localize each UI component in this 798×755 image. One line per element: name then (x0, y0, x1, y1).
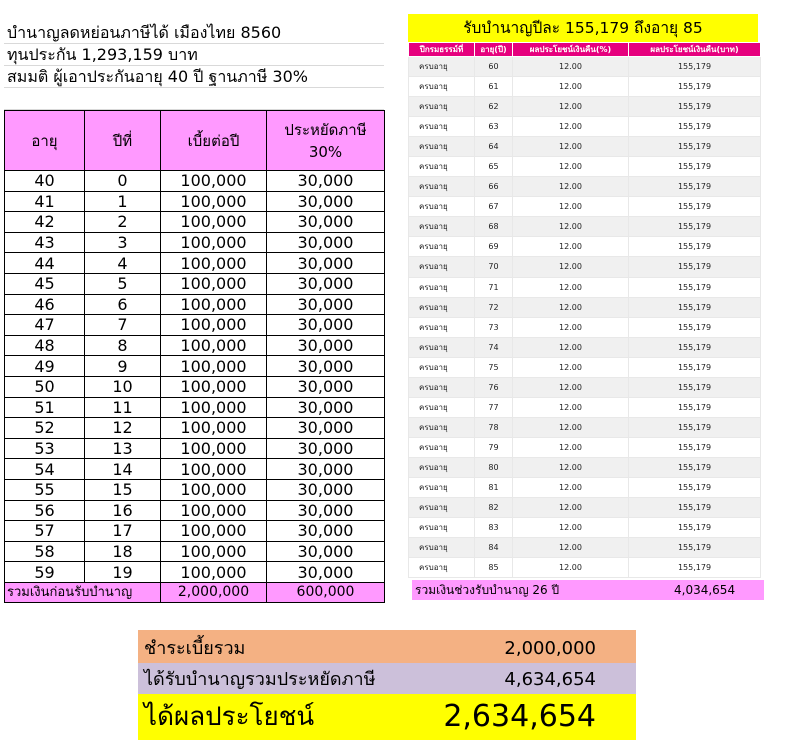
year-cell: 11 (85, 397, 161, 418)
table-row (409, 357, 761, 377)
return-baht-cell: 155,179 (629, 177, 761, 197)
tax-saving-cell: 30,000 (267, 315, 385, 336)
premium-cell: 100,000 (161, 356, 267, 377)
return-baht-cell: 155,179 (629, 317, 761, 337)
table-row (5, 397, 385, 418)
pension-total-value: 4,034,654 (674, 583, 736, 597)
table-row (5, 500, 385, 521)
table-row (409, 558, 761, 578)
age-cell: 77 (475, 397, 513, 417)
return-baht-cell: 155,179 (629, 518, 761, 538)
return-baht-cell: 155,179 (629, 197, 761, 217)
policy-year-cell: ครบอายุ (409, 97, 475, 117)
age-cell: 84 (475, 538, 513, 558)
table-row (5, 273, 385, 294)
premium-cell: 100,000 (161, 253, 267, 274)
plan-title: บำนาญลดหย่อนภาษีได้ เมืองไทย 8560 (4, 22, 384, 44)
return-percent-cell: 12.00 (513, 217, 629, 237)
year-cell: 13 (85, 438, 161, 459)
tax-saving-cell: 30,000 (267, 521, 385, 542)
return-baht-cell: 155,179 (629, 217, 761, 237)
age-cell: 80 (475, 457, 513, 477)
age-cell: 52 (5, 418, 85, 439)
total-premium: 2,000,000 (161, 582, 267, 603)
premium-cell: 100,000 (161, 521, 267, 542)
tax-saving-cell: 30,000 (267, 212, 385, 233)
age-cell: 41 (5, 191, 85, 212)
table-row (409, 538, 761, 558)
age-cell: 60 (475, 57, 513, 77)
table-row (409, 117, 761, 137)
return-percent-cell: 12.00 (513, 337, 629, 357)
year-cell: 1 (85, 191, 161, 212)
premium-cell: 100,000 (161, 232, 267, 253)
year-cell: 7 (85, 315, 161, 336)
total-tax-saving: 600,000 (267, 582, 385, 603)
age-cell: 72 (475, 297, 513, 317)
pension-total-label: รวมเงินช่วงรับบำนาญ 26 ปี (415, 583, 560, 597)
age-cell: 48 (5, 335, 85, 356)
premium-cell: 100,000 (161, 459, 267, 480)
tax-saving-cell: 30,000 (267, 459, 385, 480)
age-cell: 55 (5, 479, 85, 500)
return-baht-cell: 155,179 (629, 297, 761, 317)
premium-schedule (4, 22, 384, 603)
table-row (409, 57, 761, 77)
premium-total-row (5, 582, 385, 603)
return-baht-cell: 155,179 (629, 357, 761, 377)
total-label: รวมเงินก่อนรับบำนาญ (5, 582, 161, 603)
year-cell: 4 (85, 253, 161, 274)
table-row (409, 257, 761, 277)
table-row (409, 498, 761, 518)
policy-year-cell: ครบอายุ (409, 558, 475, 578)
age-cell: 40 (5, 171, 85, 192)
summary-benefit-label: ได้ผลประโยชน์ (144, 702, 315, 732)
return-percent-cell: 12.00 (513, 377, 629, 397)
table-row (5, 315, 385, 336)
age-cell: 64 (475, 137, 513, 157)
table-row (409, 157, 761, 177)
table-row (5, 376, 385, 397)
table-row (409, 197, 761, 217)
table-row (409, 177, 761, 197)
header-policy-year: ปีกรมธรรม์ที่ (409, 43, 475, 57)
table-row (409, 457, 761, 477)
policy-year-cell: ครบอายุ (409, 377, 475, 397)
header-year: ปีที่ (85, 111, 161, 171)
assumption-text: สมมติ ผู้เอาประกันอายุ 40 ปี ฐานภาษี 30% (4, 66, 384, 88)
policy-year-cell: ครบอายุ (409, 257, 475, 277)
year-cell: 14 (85, 459, 161, 480)
return-percent-cell: 12.00 (513, 257, 629, 277)
age-cell: 42 (5, 212, 85, 233)
policy-year-cell: ครบอายุ (409, 57, 475, 77)
premium-cell: 100,000 (161, 212, 267, 233)
summary-box (138, 630, 638, 740)
table-row (409, 97, 761, 117)
summary-benefit-value: 2,634,654 (443, 699, 596, 734)
table-row (5, 253, 385, 274)
return-baht-cell: 155,179 (629, 237, 761, 257)
age-cell: 51 (5, 397, 85, 418)
table-row (5, 191, 385, 212)
tax-saving-cell: 30,000 (267, 273, 385, 294)
table-row (409, 77, 761, 97)
policy-year-cell: ครบอายุ (409, 457, 475, 477)
return-percent-cell: 12.00 (513, 477, 629, 497)
premium-cell: 100,000 (161, 294, 267, 315)
year-cell: 2 (85, 212, 161, 233)
summary-premium-row (138, 630, 636, 663)
policy-year-cell: ครบอายุ (409, 317, 475, 337)
year-cell: 5 (85, 273, 161, 294)
policy-year-cell: ครบอายุ (409, 337, 475, 357)
table-row (409, 337, 761, 357)
policy-year-cell: ครบอายุ (409, 177, 475, 197)
age-cell: 53 (5, 438, 85, 459)
summary-benefit-row (138, 694, 636, 740)
table-row (5, 541, 385, 562)
return-percent-cell: 12.00 (513, 457, 629, 477)
return-percent-cell: 12.00 (513, 297, 629, 317)
return-baht-cell: 155,179 (629, 137, 761, 157)
year-cell: 17 (85, 521, 161, 542)
age-cell: 69 (475, 237, 513, 257)
return-percent-cell: 12.00 (513, 558, 629, 578)
year-cell: 10 (85, 376, 161, 397)
year-cell: 15 (85, 479, 161, 500)
table-row (5, 356, 385, 377)
age-cell: 54 (5, 459, 85, 480)
age-cell: 85 (475, 558, 513, 578)
summary-received-label: ได้รับบำนาญรวมประหยัดภาษี (144, 669, 376, 690)
return-percent-cell: 12.00 (513, 77, 629, 97)
return-baht-cell: 155,179 (629, 498, 761, 518)
return-baht-cell: 155,179 (629, 157, 761, 177)
policy-year-cell: ครบอายุ (409, 157, 475, 177)
age-cell: 67 (475, 197, 513, 217)
return-percent-cell: 12.00 (513, 197, 629, 217)
premium-cell: 100,000 (161, 376, 267, 397)
tax-saving-cell: 30,000 (267, 418, 385, 439)
table-row (409, 237, 761, 257)
return-baht-cell: 155,179 (629, 97, 761, 117)
year-cell: 16 (85, 500, 161, 521)
age-cell: 56 (5, 500, 85, 521)
year-cell: 19 (85, 562, 161, 583)
tax-saving-cell: 30,000 (267, 562, 385, 583)
table-row (5, 335, 385, 356)
return-percent-cell: 12.00 (513, 498, 629, 518)
pension-table (408, 42, 761, 578)
return-percent-cell: 12.00 (513, 277, 629, 297)
table-row (5, 521, 385, 542)
age-cell: 70 (475, 257, 513, 277)
age-cell: 46 (5, 294, 85, 315)
header-age: อายุ (5, 111, 85, 171)
year-cell: 18 (85, 541, 161, 562)
return-percent-cell: 12.00 (513, 237, 629, 257)
return-percent-cell: 12.00 (513, 177, 629, 197)
policy-year-cell: ครบอายุ (409, 237, 475, 257)
header-premium: เบี้ยต่อปี (161, 111, 267, 171)
return-baht-cell: 155,179 (629, 437, 761, 457)
table-row (5, 212, 385, 233)
age-cell: 83 (475, 518, 513, 538)
premium-cell: 100,000 (161, 273, 267, 294)
premium-cell: 100,000 (161, 562, 267, 583)
age-cell: 82 (475, 498, 513, 518)
age-cell: 43 (5, 232, 85, 253)
summary-received-value: 4,634,654 (504, 669, 596, 690)
tax-saving-cell: 30,000 (267, 356, 385, 377)
return-baht-cell: 155,179 (629, 77, 761, 97)
year-cell: 12 (85, 418, 161, 439)
age-cell: 78 (475, 417, 513, 437)
age-cell: 75 (475, 357, 513, 377)
return-percent-cell: 12.00 (513, 157, 629, 177)
return-baht-cell: 155,179 (629, 277, 761, 297)
return-baht-cell: 155,179 (629, 538, 761, 558)
policy-year-cell: ครบอายุ (409, 77, 475, 97)
policy-year-cell: ครบอายุ (409, 297, 475, 317)
premium-cell: 100,000 (161, 541, 267, 562)
year-cell: 8 (85, 335, 161, 356)
policy-year-cell: ครบอายุ (409, 117, 475, 137)
premium-cell: 100,000 (161, 438, 267, 459)
table-row (409, 137, 761, 157)
header-return-percent: ผลประโยชน์เงินคืน(%) (513, 43, 629, 57)
return-percent-cell: 12.00 (513, 57, 629, 77)
summary-premium-value: 2,000,000 (504, 638, 596, 659)
return-baht-cell: 155,179 (629, 377, 761, 397)
return-percent-cell: 12.00 (513, 538, 629, 558)
table-row (5, 294, 385, 315)
table-row (409, 417, 761, 437)
policy-year-cell: ครบอายุ (409, 197, 475, 217)
return-baht-cell: 155,179 (629, 257, 761, 277)
table-row (5, 438, 385, 459)
tax-saving-cell: 30,000 (267, 376, 385, 397)
age-cell: 62 (475, 97, 513, 117)
age-cell: 81 (475, 477, 513, 497)
pension-total-row (412, 580, 764, 600)
premium-cell: 100,000 (161, 171, 267, 192)
pension-schedule (408, 14, 760, 597)
tax-saving-cell: 30,000 (267, 171, 385, 192)
table-row (409, 297, 761, 317)
tax-saving-cell: 30,000 (267, 191, 385, 212)
policy-year-cell: ครบอายุ (409, 137, 475, 157)
policy-year-cell: ครบอายุ (409, 437, 475, 457)
table-row (5, 418, 385, 439)
tax-saving-cell: 30,000 (267, 500, 385, 521)
table-row (5, 171, 385, 192)
return-percent-cell: 12.00 (513, 117, 629, 137)
table-row (409, 277, 761, 297)
return-percent-cell: 12.00 (513, 317, 629, 337)
return-percent-cell: 12.00 (513, 417, 629, 437)
header-age-years: อายุ(ปี) (475, 43, 513, 57)
return-baht-cell: 155,179 (629, 417, 761, 437)
age-cell: 63 (475, 117, 513, 137)
table-row (409, 397, 761, 417)
return-baht-cell: 155,179 (629, 457, 761, 477)
tax-saving-cell: 30,000 (267, 294, 385, 315)
age-cell: 45 (5, 273, 85, 294)
premium-table (4, 110, 385, 603)
summary-premium-label: ชำระเบี้ยรวม (144, 638, 246, 659)
age-cell: 61 (475, 77, 513, 97)
age-cell: 76 (475, 377, 513, 397)
year-cell: 9 (85, 356, 161, 377)
return-percent-cell: 12.00 (513, 97, 629, 117)
tax-saving-cell: 30,000 (267, 541, 385, 562)
age-cell: 57 (5, 521, 85, 542)
policy-year-cell: ครบอายุ (409, 357, 475, 377)
return-baht-cell: 155,179 (629, 477, 761, 497)
age-cell: 58 (5, 541, 85, 562)
pension-title: รับบำนาญปีละ 155,179 ถึงอายุ 85 (408, 14, 758, 42)
age-cell: 66 (475, 177, 513, 197)
table-row (409, 317, 761, 337)
premium-cell: 100,000 (161, 500, 267, 521)
return-percent-cell: 12.00 (513, 437, 629, 457)
tax-saving-cell: 30,000 (267, 232, 385, 253)
age-cell: 73 (475, 317, 513, 337)
table-row (5, 479, 385, 500)
age-cell: 74 (475, 337, 513, 357)
age-cell: 71 (475, 277, 513, 297)
policy-year-cell: ครบอายุ (409, 518, 475, 538)
age-cell: 59 (5, 562, 85, 583)
age-cell: 50 (5, 376, 85, 397)
table-row (409, 217, 761, 237)
tax-saving-cell: 30,000 (267, 438, 385, 459)
age-cell: 79 (475, 437, 513, 457)
header-tax-saving: ประหยัดภาษี 30% (267, 111, 385, 171)
table-row (409, 477, 761, 497)
age-cell: 65 (475, 157, 513, 177)
policy-year-cell: ครบอายุ (409, 538, 475, 558)
table-row (409, 518, 761, 538)
policy-year-cell: ครบอายุ (409, 277, 475, 297)
return-baht-cell: 155,179 (629, 558, 761, 578)
premium-cell: 100,000 (161, 479, 267, 500)
premium-cell: 100,000 (161, 191, 267, 212)
return-baht-cell: 155,179 (629, 337, 761, 357)
premium-cell: 100,000 (161, 418, 267, 439)
return-baht-cell: 155,179 (629, 397, 761, 417)
policy-year-cell: ครบอายุ (409, 477, 475, 497)
blank-row (4, 88, 384, 110)
premium-cell: 100,000 (161, 397, 267, 418)
age-cell: 68 (475, 217, 513, 237)
tax-saving-cell: 30,000 (267, 253, 385, 274)
policy-year-cell: ครบอายุ (409, 397, 475, 417)
premium-cell: 100,000 (161, 335, 267, 356)
table-row (5, 232, 385, 253)
age-cell: 49 (5, 356, 85, 377)
tax-saving-cell: 30,000 (267, 397, 385, 418)
table-row (5, 562, 385, 583)
summary-received-row (138, 663, 636, 694)
return-percent-cell: 12.00 (513, 357, 629, 377)
tax-saving-cell: 30,000 (267, 479, 385, 500)
year-cell: 6 (85, 294, 161, 315)
age-cell: 44 (5, 253, 85, 274)
sum-insured: ทุนประกัน 1,293,159 บาท (4, 44, 384, 66)
policy-year-cell: ครบอายุ (409, 417, 475, 437)
return-percent-cell: 12.00 (513, 397, 629, 417)
return-percent-cell: 12.00 (513, 137, 629, 157)
table-row (409, 377, 761, 397)
premium-cell: 100,000 (161, 315, 267, 336)
table-row (409, 437, 761, 457)
table-row (5, 459, 385, 480)
policy-year-cell: ครบอายุ (409, 498, 475, 518)
tax-saving-cell: 30,000 (267, 335, 385, 356)
year-cell: 0 (85, 171, 161, 192)
policy-year-cell: ครบอายุ (409, 217, 475, 237)
return-baht-cell: 155,179 (629, 57, 761, 77)
header-return-baht: ผลประโยชน์เงินคืน(บาท) (629, 43, 761, 57)
return-baht-cell: 155,179 (629, 117, 761, 137)
year-cell: 3 (85, 232, 161, 253)
return-percent-cell: 12.00 (513, 518, 629, 538)
age-cell: 47 (5, 315, 85, 336)
